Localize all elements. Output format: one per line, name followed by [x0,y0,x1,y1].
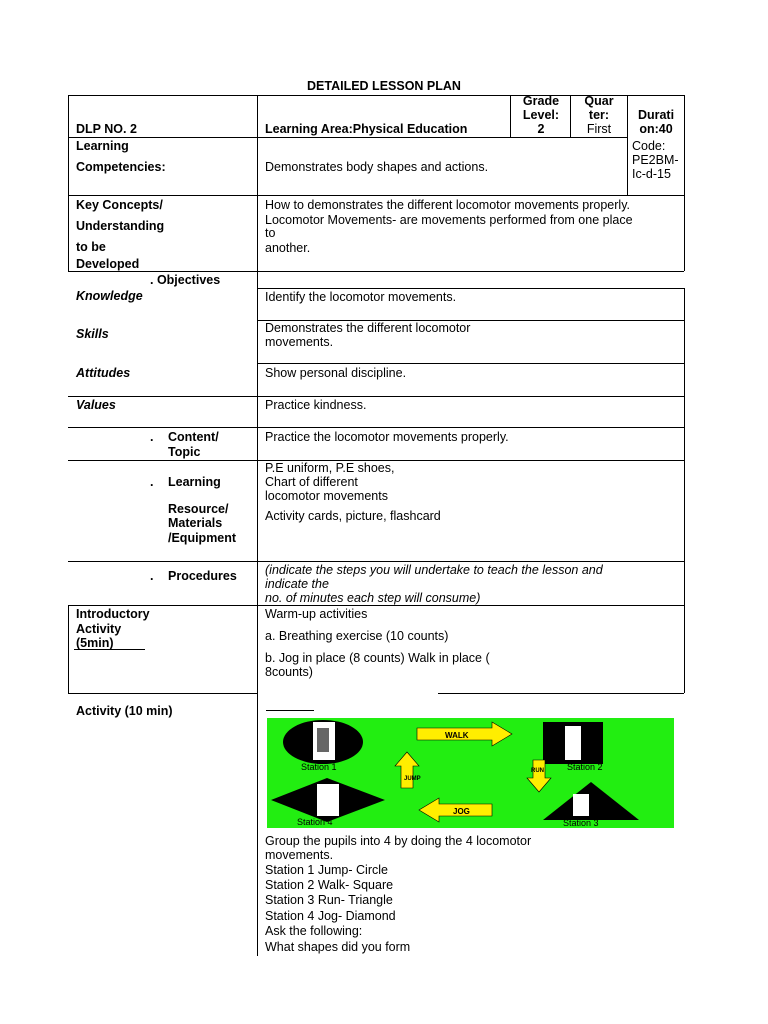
grade-value: 2 [537,122,545,136]
values-label: Values [76,398,116,412]
procedures-label: Procedures [168,569,237,583]
grade-label-2: Level: [522,108,560,122]
skills-text: Demonstrates the different locomotor [265,321,471,335]
stations-picture [267,718,674,828]
quarter-label-2: ter: [588,108,610,122]
key-concept-line: another. [265,241,311,255]
jog-label: JOG [453,807,470,816]
key-concepts-label-3: to be [76,240,106,254]
activity-line: Station 2 Walk- Square [265,878,394,892]
resource-line: Chart of different [265,475,358,489]
station3-label: Station 3 [563,818,599,828]
duration-label: Durati [637,108,675,122]
duration-value: on:40 [639,122,673,136]
station1-label: Station 1 [301,762,337,772]
code-label: Code: [632,139,666,153]
knowledge-text: Identify the locomotor movements. [265,290,457,304]
resource-line: Activity cards, picture, flashcard [265,509,441,523]
activity-label: Activity (10 min) [76,704,173,718]
introductory-label: Introductory [76,607,150,621]
code-value: PE2BM- [632,153,679,167]
content-bullet: . [150,430,154,444]
knowledge-label: Knowledge [76,289,143,303]
values-text: Practice kindness. [265,398,367,412]
introductory-label-3: (5min) [76,636,114,650]
warmup-title: Warm-up activities [265,607,368,621]
activity-line: What shapes did you form [265,940,411,954]
activity-line: Station 4 Jog- Diamond [265,909,396,923]
skills-text-2: movements. [265,335,334,349]
attitudes-text: Show personal discipline. [265,366,407,380]
resource-line: locomotor movements [265,489,388,503]
key-concepts-label-4: Developed [76,257,140,271]
competencies-text: Demonstrates body shapes and actions. [265,160,489,174]
dlp-number: DLP NO. 2 [76,122,137,136]
document-title: DETAILED LESSON PLAN [307,79,461,93]
station3-figure [573,794,589,816]
activity-line: Group the pupils into 4 by doing the 4 locomotor [265,834,532,848]
key-concept-line: to [265,226,276,240]
resources-label: Learning [168,475,221,489]
station2-figure [565,726,581,760]
warmup-step: 8counts) [265,665,313,679]
skills-label: Skills [76,327,109,341]
key-concept-line: How to demonstrates the different locomotor movements properly. [265,198,630,212]
jump-label: JUMP [404,776,421,782]
introductory-label-2: Activity [76,622,122,636]
objectives-label: . Objectives [150,273,221,287]
quarter-value: First [586,122,612,136]
attitudes-label: Attitudes [76,366,131,380]
resource-line: P.E uniform, P.E shoes, [265,461,395,475]
resources-label-4: /Equipment [168,531,237,545]
resources-bullet: . [150,475,154,489]
warmup-step: b. Jog in place (8 counts) Walk in place ( [265,651,490,665]
code-value-2: Ic-d-15 [632,167,671,181]
activity-line: Station 3 Run- Triangle [265,893,393,907]
warmup-step: a. Breathing exercise (10 counts) [265,629,449,643]
activity-line: Ask the following: [265,924,363,938]
competencies-label: Learning [76,139,129,153]
station2-label: Station 2 [567,762,603,772]
activity-line: movements. [265,848,334,862]
station4-figure [317,784,339,816]
key-concepts-label-2: Understanding [76,219,165,233]
resources-label-3: Materials [168,516,223,530]
activity-line: Station 1 Jump- Circle [265,863,388,877]
procedures-note-3: no. of minutes each step will consume) [265,591,481,605]
key-concept-line: Locomotor Movements- are movements performed from one place [265,213,633,227]
content-text: Practice the locomotor movements properly. [265,430,509,444]
resources-label-2: Resource/ [168,502,229,516]
walk-label: WALK [445,731,469,740]
procedures-note-2: indicate the [265,577,329,591]
procedures-note: (indicate the steps you will undertake to teach the lesson and [265,563,603,577]
content-label: Content/ [168,430,219,444]
station4-label: Station 4 [297,817,333,827]
run-label: RUN [531,768,544,774]
stations-svg [267,718,674,828]
content-label-2: Topic [168,445,201,459]
grade-label: Grade [522,94,560,108]
procedures-bullet: . [150,569,154,583]
key-concepts-label: Key Concepts/ [76,198,163,212]
quarter-label: Quar [584,94,614,108]
learning-area: Learning Area:Physical Education [265,122,468,136]
competencies-label-2: Competencies: [76,160,166,174]
